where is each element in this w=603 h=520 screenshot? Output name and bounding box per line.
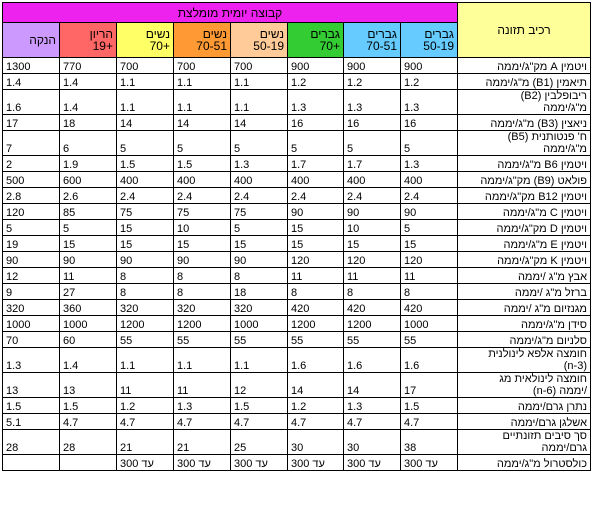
value-cell: 90 bbox=[60, 252, 117, 268]
value-cell: 1.5 bbox=[3, 398, 60, 414]
value-cell: 1.1 bbox=[174, 348, 231, 373]
nutrient-name: ניאצין (B3) מ"ג/יממה bbox=[458, 115, 591, 131]
value-cell: 8 bbox=[344, 284, 401, 300]
table-row bbox=[3, 156, 591, 172]
value-cell: 15 bbox=[288, 220, 344, 236]
value-cell: 2.4 bbox=[401, 188, 458, 204]
value-cell: 15 bbox=[231, 236, 288, 252]
value-cell: 55 bbox=[288, 332, 344, 348]
value-cell: 700 bbox=[174, 58, 231, 74]
value-cell: 1.3 bbox=[401, 90, 458, 115]
value-cell: 19 bbox=[3, 236, 60, 252]
value-cell: 2.4 bbox=[231, 188, 288, 204]
value-cell: 1.1 bbox=[231, 74, 288, 90]
value-cell: 30 bbox=[344, 430, 401, 455]
value-cell: 27 bbox=[60, 284, 117, 300]
nutrient-name: ריבופלבין (B2) מ"ג/יממה bbox=[458, 90, 591, 115]
value-cell: 5 bbox=[117, 131, 174, 156]
value-cell: 1.5 bbox=[401, 398, 458, 414]
value-cell: 1.3 bbox=[344, 90, 401, 115]
value-cell: 14 bbox=[344, 373, 401, 398]
value-cell: 17 bbox=[3, 115, 60, 131]
value-cell: 11 bbox=[344, 268, 401, 284]
table-row bbox=[3, 115, 591, 131]
value-cell: 420 bbox=[344, 300, 401, 316]
value-cell: 400 bbox=[174, 172, 231, 188]
value-cell: 90 bbox=[117, 252, 174, 268]
value-cell: 14 bbox=[231, 115, 288, 131]
value-cell: 5 bbox=[401, 131, 458, 156]
value-cell: 1200 bbox=[288, 316, 344, 332]
value-cell: 16 bbox=[401, 115, 458, 131]
value-cell: 14 bbox=[174, 115, 231, 131]
value-cell: 18 bbox=[60, 115, 117, 131]
column-header: גברים 50-19 bbox=[401, 23, 458, 58]
value-cell: 90 bbox=[174, 252, 231, 268]
table-row bbox=[3, 414, 591, 430]
value-cell: 13 bbox=[60, 373, 117, 398]
value-cell: 8 bbox=[174, 284, 231, 300]
value-cell: 55 bbox=[174, 332, 231, 348]
value-cell: 1.3 bbox=[231, 156, 288, 172]
value-cell: 1.1 bbox=[231, 348, 288, 373]
value-cell: 75 bbox=[174, 204, 231, 220]
table-row bbox=[3, 74, 591, 90]
value-cell: 8 bbox=[174, 268, 231, 284]
value-cell: 11 bbox=[117, 373, 174, 398]
table-row bbox=[3, 455, 591, 471]
value-cell: 1.1 bbox=[174, 90, 231, 115]
value-cell: 55 bbox=[231, 332, 288, 348]
value-cell: 5 bbox=[344, 131, 401, 156]
nutrient-name: ויטמין D מק"ג/יממה bbox=[458, 220, 591, 236]
value-cell: 90 bbox=[3, 252, 60, 268]
table-row bbox=[3, 236, 591, 252]
value-cell: 900 bbox=[344, 58, 401, 74]
value-cell: 70 bbox=[3, 332, 60, 348]
table-row bbox=[3, 268, 591, 284]
column-header: נשים 50-19 bbox=[231, 23, 288, 58]
value-cell: 1200 bbox=[174, 316, 231, 332]
value-cell: 1.9 bbox=[60, 156, 117, 172]
value-cell: 4.7 bbox=[344, 414, 401, 430]
value-cell: 18 bbox=[231, 284, 288, 300]
value-cell: 5 bbox=[60, 220, 117, 236]
value-cell: 28 bbox=[60, 430, 117, 455]
value-cell: 1.1 bbox=[117, 74, 174, 90]
value-cell: 75 bbox=[117, 204, 174, 220]
value-cell: 320 bbox=[174, 300, 231, 316]
nutrient-name: חומצה אלפא לינולנית (n-3) bbox=[458, 348, 591, 373]
table-body bbox=[3, 58, 591, 471]
nutrient-name: ויטמין B6 מ"ג/יממה bbox=[458, 156, 591, 172]
value-cell: 5.1 bbox=[3, 414, 60, 430]
value-cell: 2.4 bbox=[344, 188, 401, 204]
value-cell: 1.6 bbox=[288, 348, 344, 373]
nutrient-name: פולאט (B9) מק"ג/יממה bbox=[458, 172, 591, 188]
table-row bbox=[3, 58, 591, 74]
value-cell: 1.6 bbox=[344, 348, 401, 373]
value-cell: 700 bbox=[117, 58, 174, 74]
value-cell: 400 bbox=[401, 172, 458, 188]
nutrient-name: חומצה לינולאית מג /יממה (n-6) bbox=[458, 373, 591, 398]
value-cell: 1.4 bbox=[60, 90, 117, 115]
value-cell: 1200 bbox=[344, 316, 401, 332]
value-cell bbox=[60, 455, 117, 471]
value-cell: 1.2 bbox=[288, 398, 344, 414]
table-row bbox=[3, 300, 591, 316]
value-cell: 120 bbox=[401, 252, 458, 268]
value-cell: עד 300 bbox=[344, 455, 401, 471]
table-row bbox=[3, 430, 591, 455]
table-row bbox=[3, 332, 591, 348]
value-cell: 600 bbox=[60, 172, 117, 188]
nutrient-name: כולסטרול מ"ג/יממה bbox=[458, 455, 591, 471]
nutrient-name: ויטמין C מ"ג/יממה bbox=[458, 204, 591, 220]
value-cell: 4.7 bbox=[231, 414, 288, 430]
value-cell: 1.1 bbox=[117, 348, 174, 373]
value-cell: 1.6 bbox=[401, 348, 458, 373]
value-cell: 5 bbox=[401, 220, 458, 236]
value-cell: 1.3 bbox=[174, 398, 231, 414]
value-cell: 5 bbox=[288, 131, 344, 156]
value-cell: 1.2 bbox=[401, 74, 458, 90]
value-cell: 400 bbox=[344, 172, 401, 188]
value-cell: 1000 bbox=[3, 316, 60, 332]
value-cell: 1.3 bbox=[288, 90, 344, 115]
value-cell: 15 bbox=[117, 220, 174, 236]
value-cell: 8 bbox=[117, 268, 174, 284]
value-cell: 400 bbox=[117, 172, 174, 188]
value-cell: 1.7 bbox=[344, 156, 401, 172]
value-cell: 38 bbox=[401, 430, 458, 455]
column-header: נשים 70-51 bbox=[174, 23, 231, 58]
value-cell: 75 bbox=[231, 204, 288, 220]
value-cell: 400 bbox=[288, 172, 344, 188]
table-row bbox=[3, 90, 591, 115]
value-cell bbox=[3, 455, 60, 471]
table-row bbox=[3, 348, 591, 373]
value-cell: 15 bbox=[117, 236, 174, 252]
value-cell: 2.6 bbox=[60, 188, 117, 204]
value-cell: 6 bbox=[60, 131, 117, 156]
value-cell: 8 bbox=[288, 284, 344, 300]
value-cell: 11 bbox=[288, 268, 344, 284]
value-cell: 1.1 bbox=[231, 90, 288, 115]
value-cell: 500 bbox=[3, 172, 60, 188]
table-row bbox=[3, 220, 591, 236]
value-cell: 2 bbox=[3, 156, 60, 172]
value-cell: 1.4 bbox=[60, 348, 117, 373]
table-row bbox=[3, 373, 591, 398]
table-row bbox=[3, 131, 591, 156]
value-cell: 320 bbox=[3, 300, 60, 316]
value-cell: 1000 bbox=[401, 316, 458, 332]
nutrient-name: סידן מ"ג/יממה bbox=[458, 316, 591, 332]
value-cell: 8 bbox=[231, 268, 288, 284]
table-row bbox=[3, 284, 591, 300]
value-cell: 5 bbox=[174, 131, 231, 156]
value-cell: 1.7 bbox=[288, 156, 344, 172]
value-cell: 1.3 bbox=[401, 156, 458, 172]
column-header: נשים +70 bbox=[117, 23, 174, 58]
nutrition-table bbox=[2, 2, 591, 471]
value-cell: 4.7 bbox=[117, 414, 174, 430]
value-cell: 90 bbox=[401, 204, 458, 220]
value-cell: 90 bbox=[344, 204, 401, 220]
value-cell: 12 bbox=[231, 373, 288, 398]
value-cell: 1.5 bbox=[174, 156, 231, 172]
nutrient-name: ח' פנטותנית (B5) מ"ג/יממה bbox=[458, 131, 591, 156]
nutrient-name: אשלגן גרם/יממה bbox=[458, 414, 591, 430]
column-header: גברים +70 bbox=[288, 23, 344, 58]
value-cell: 1000 bbox=[60, 316, 117, 332]
value-cell: 15 bbox=[401, 236, 458, 252]
value-cell: 14 bbox=[288, 373, 344, 398]
value-cell: 1.5 bbox=[60, 398, 117, 414]
value-cell: 11 bbox=[174, 373, 231, 398]
value-cell: 5 bbox=[231, 131, 288, 156]
nutrient-name: תיאמין (B1) מ"ג/יממה bbox=[458, 74, 591, 90]
value-cell: 21 bbox=[174, 430, 231, 455]
value-cell: 25 bbox=[231, 430, 288, 455]
value-cell: 900 bbox=[288, 58, 344, 74]
value-cell: 17 bbox=[401, 373, 458, 398]
value-cell: 1.5 bbox=[231, 398, 288, 414]
value-cell: 420 bbox=[288, 300, 344, 316]
value-cell: 12 bbox=[3, 268, 60, 284]
table-row bbox=[3, 188, 591, 204]
value-cell: 5 bbox=[3, 220, 60, 236]
value-cell: 4.7 bbox=[401, 414, 458, 430]
value-cell: 120 bbox=[288, 252, 344, 268]
value-cell: 1.1 bbox=[117, 90, 174, 115]
column-header: הנקה bbox=[3, 23, 60, 58]
value-cell: 120 bbox=[3, 204, 60, 220]
value-cell: 770 bbox=[60, 58, 117, 74]
value-cell: 14 bbox=[117, 115, 174, 131]
value-cell: עד 300 bbox=[401, 455, 458, 471]
value-cell: 13 bbox=[3, 373, 60, 398]
value-cell: 1.4 bbox=[3, 74, 60, 90]
nutrient-name: ויטמין B12 מק"ג/יממה bbox=[458, 188, 591, 204]
value-cell: 15 bbox=[288, 236, 344, 252]
value-cell: 1.2 bbox=[288, 74, 344, 90]
value-cell: 4.7 bbox=[174, 414, 231, 430]
value-cell: 11 bbox=[401, 268, 458, 284]
nutrient-name: ויטמין A מק"ג/יממה bbox=[458, 58, 591, 74]
column-header: הריון +19 bbox=[60, 23, 117, 58]
value-cell: 4.7 bbox=[60, 414, 117, 430]
value-cell: 55 bbox=[401, 332, 458, 348]
nutrient-name: סך סיבים תזונתיים גרם/יממה bbox=[458, 430, 591, 455]
column-header: גברים 70-51 bbox=[344, 23, 401, 58]
nutrient-name: ויטמין E מ"ג/יממה bbox=[458, 236, 591, 252]
value-cell: 15 bbox=[60, 236, 117, 252]
table-row bbox=[3, 316, 591, 332]
value-cell: 2.4 bbox=[288, 188, 344, 204]
value-cell: 8 bbox=[401, 284, 458, 300]
value-cell: עד 300 bbox=[288, 455, 344, 471]
value-cell: 1.5 bbox=[117, 156, 174, 172]
value-cell: 7 bbox=[3, 131, 60, 156]
value-cell: 28 bbox=[3, 430, 60, 455]
nutrient-name: ויטמין K מק"ג/יממה bbox=[458, 252, 591, 268]
value-cell: עד 300 bbox=[231, 455, 288, 471]
table-row bbox=[3, 172, 591, 188]
value-cell: 420 bbox=[401, 300, 458, 316]
value-cell: 700 bbox=[231, 58, 288, 74]
value-cell: 320 bbox=[117, 300, 174, 316]
value-cell: 60 bbox=[60, 332, 117, 348]
value-cell: 15 bbox=[344, 236, 401, 252]
value-cell: 16 bbox=[344, 115, 401, 131]
value-cell: 400 bbox=[231, 172, 288, 188]
nutrient-name: נתרן גרם/יממה bbox=[458, 398, 591, 414]
value-cell: 90 bbox=[288, 204, 344, 220]
value-cell: 1.1 bbox=[174, 74, 231, 90]
value-cell: 1.2 bbox=[344, 74, 401, 90]
table-row bbox=[3, 252, 591, 268]
nutrient-name: סלניום מ"ג/יממה bbox=[458, 332, 591, 348]
value-cell: 16 bbox=[288, 115, 344, 131]
value-cell: 1.3 bbox=[344, 398, 401, 414]
value-cell: 1.4 bbox=[60, 74, 117, 90]
value-cell: 90 bbox=[231, 252, 288, 268]
nutrient-name: מגנזיום מ"ג /יממה bbox=[458, 300, 591, 316]
table-row bbox=[3, 398, 591, 414]
value-cell: 5 bbox=[231, 220, 288, 236]
value-cell: 10 bbox=[174, 220, 231, 236]
value-cell: 1200 bbox=[117, 316, 174, 332]
nutrient-name: ברזל מ"ג /יממה bbox=[458, 284, 591, 300]
value-cell: 10 bbox=[344, 220, 401, 236]
value-cell: 1300 bbox=[3, 58, 60, 74]
value-cell: 1000 bbox=[231, 316, 288, 332]
value-cell: 9 bbox=[3, 284, 60, 300]
value-cell: 21 bbox=[117, 430, 174, 455]
value-cell: 1.3 bbox=[3, 348, 60, 373]
value-cell: 320 bbox=[231, 300, 288, 316]
value-cell: 8 bbox=[117, 284, 174, 300]
value-cell: עד 300 bbox=[174, 455, 231, 471]
group-header: קבוצה יומית מומלצת bbox=[3, 3, 458, 23]
value-cell: 11 bbox=[60, 268, 117, 284]
value-cell: 4.7 bbox=[288, 414, 344, 430]
value-cell: 2.4 bbox=[174, 188, 231, 204]
value-cell: 55 bbox=[344, 332, 401, 348]
value-cell: 55 bbox=[117, 332, 174, 348]
value-cell: 1.2 bbox=[117, 398, 174, 414]
table-row bbox=[3, 204, 591, 220]
value-cell: 2.4 bbox=[117, 188, 174, 204]
value-cell: 360 bbox=[60, 300, 117, 316]
value-cell: 2.8 bbox=[3, 188, 60, 204]
value-cell: 15 bbox=[174, 236, 231, 252]
nutrient-name: אבץ מ"ג /יממה bbox=[458, 268, 591, 284]
value-cell: 85 bbox=[60, 204, 117, 220]
value-cell: עד 300 bbox=[117, 455, 174, 471]
value-cell: 120 bbox=[344, 252, 401, 268]
value-cell: 1.6 bbox=[3, 90, 60, 115]
corner-header: רכיב תזונה bbox=[458, 3, 591, 58]
value-cell: 30 bbox=[288, 430, 344, 455]
value-cell: 900 bbox=[401, 58, 458, 74]
